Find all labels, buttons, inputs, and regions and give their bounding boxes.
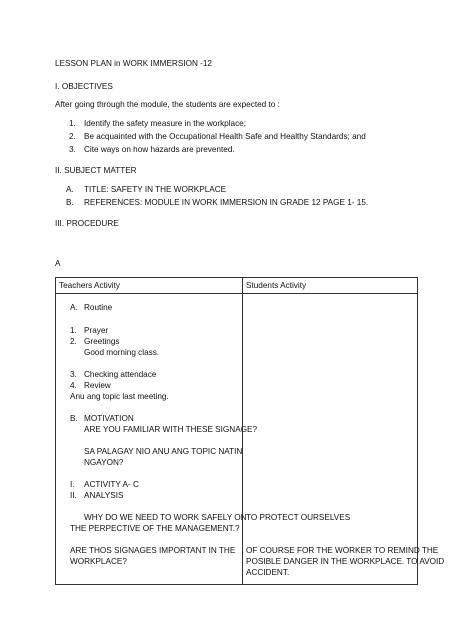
course-answer-line-1: OF COURSE FOR THE WORKER TO REMIND THE xyxy=(246,546,439,555)
students-activity-cell xyxy=(243,294,445,585)
objective-item: Identify the safety measure in the workplace; xyxy=(84,119,247,128)
greetings-text: Greetings xyxy=(84,337,120,346)
review-text: Review xyxy=(84,381,111,390)
subject-item: TITLE: SAFETY IN THE WORKPLACE xyxy=(84,185,227,194)
subject-matter-heading: II. SUBJECT MATTER xyxy=(55,166,137,175)
why-question-line-1: WHY DO WE NEED TO WORK SAFELY ON xyxy=(84,513,247,522)
anu-ang-text: Anu ang topic last meeting. xyxy=(70,392,169,401)
activity-text: ACTIVITY A- C xyxy=(84,480,139,489)
protect-answer: TO PROTECT OURSELVES xyxy=(246,513,351,522)
procedure-letter: A xyxy=(55,259,61,268)
objective-item: Be acquainted with the Occupational Health Safe and Healthy Standards; and xyxy=(84,132,366,141)
list-number: II. xyxy=(70,491,77,500)
why-question-line-2: THE PERPECTIVE OF THE MANAGEMENT.? xyxy=(70,524,240,533)
familiar-question: ARE YOU FAMILIAR WITH THESE SIGNAGE? xyxy=(84,425,258,434)
course-answer-line-3: ACCIDENT. xyxy=(246,568,290,577)
analysis-text: ANALYSIS xyxy=(84,491,124,500)
objectives-intro: After going through the module, the students are expected to : xyxy=(55,100,280,109)
teachers-activity-header: Teachers Activity xyxy=(56,278,243,294)
list-number: 4. xyxy=(70,381,77,390)
motivation-text: MOTIVATION xyxy=(84,414,134,423)
sa-palagay-line-1: SA PALAGAY NIO ANU ANG TOPIC NATIN xyxy=(84,447,243,456)
objective-item: Cite ways on how hazards are prevented. xyxy=(84,145,235,154)
objective-number: 2. xyxy=(69,132,76,141)
are-question-line-1: ARE THOS SIGNAGES IMPORTANT IN THE xyxy=(70,546,236,555)
list-number: B. xyxy=(70,414,78,423)
objective-number: 1. xyxy=(69,119,76,128)
objective-number: 3. xyxy=(69,145,76,154)
good-morning-text: Good morning class. xyxy=(84,348,160,357)
course-answer-line-2: POSIBLE DANGER IN THE WORKPLACE. TO AVOID xyxy=(246,557,445,566)
list-number: 1. xyxy=(70,326,77,335)
prayer-text: Prayer xyxy=(84,326,109,335)
checking-text: Checking attendace xyxy=(84,370,157,379)
procedure-heading: III. PROCEDURE xyxy=(55,219,119,228)
list-number: 2. xyxy=(70,337,77,346)
subject-item: REFERENCES: MODULE IN WORK IMMERSION IN GRADE 12 PAGE 1- 15. xyxy=(84,198,369,207)
list-number: A. xyxy=(70,303,78,312)
subject-item-letter: B. xyxy=(66,198,74,207)
list-number: I. xyxy=(70,480,75,489)
sa-palagay-line-2: NGAYON? xyxy=(84,458,124,467)
students-activity-header: Students Activity xyxy=(243,278,418,294)
list-number: 3. xyxy=(70,370,77,379)
routine-text: Routine xyxy=(84,303,113,312)
activity-table xyxy=(55,277,445,585)
table-header-row xyxy=(56,278,418,294)
objectives-heading: I. OBJECTIVES xyxy=(55,82,113,91)
table-row xyxy=(56,294,418,585)
document-title: LESSON PLAN in WORK IMMERSION -12 xyxy=(55,59,212,68)
teachers-activity-cell xyxy=(56,294,258,585)
are-question-line-2: WORKPLACE? xyxy=(70,557,127,566)
subject-item-letter: A. xyxy=(66,185,74,194)
